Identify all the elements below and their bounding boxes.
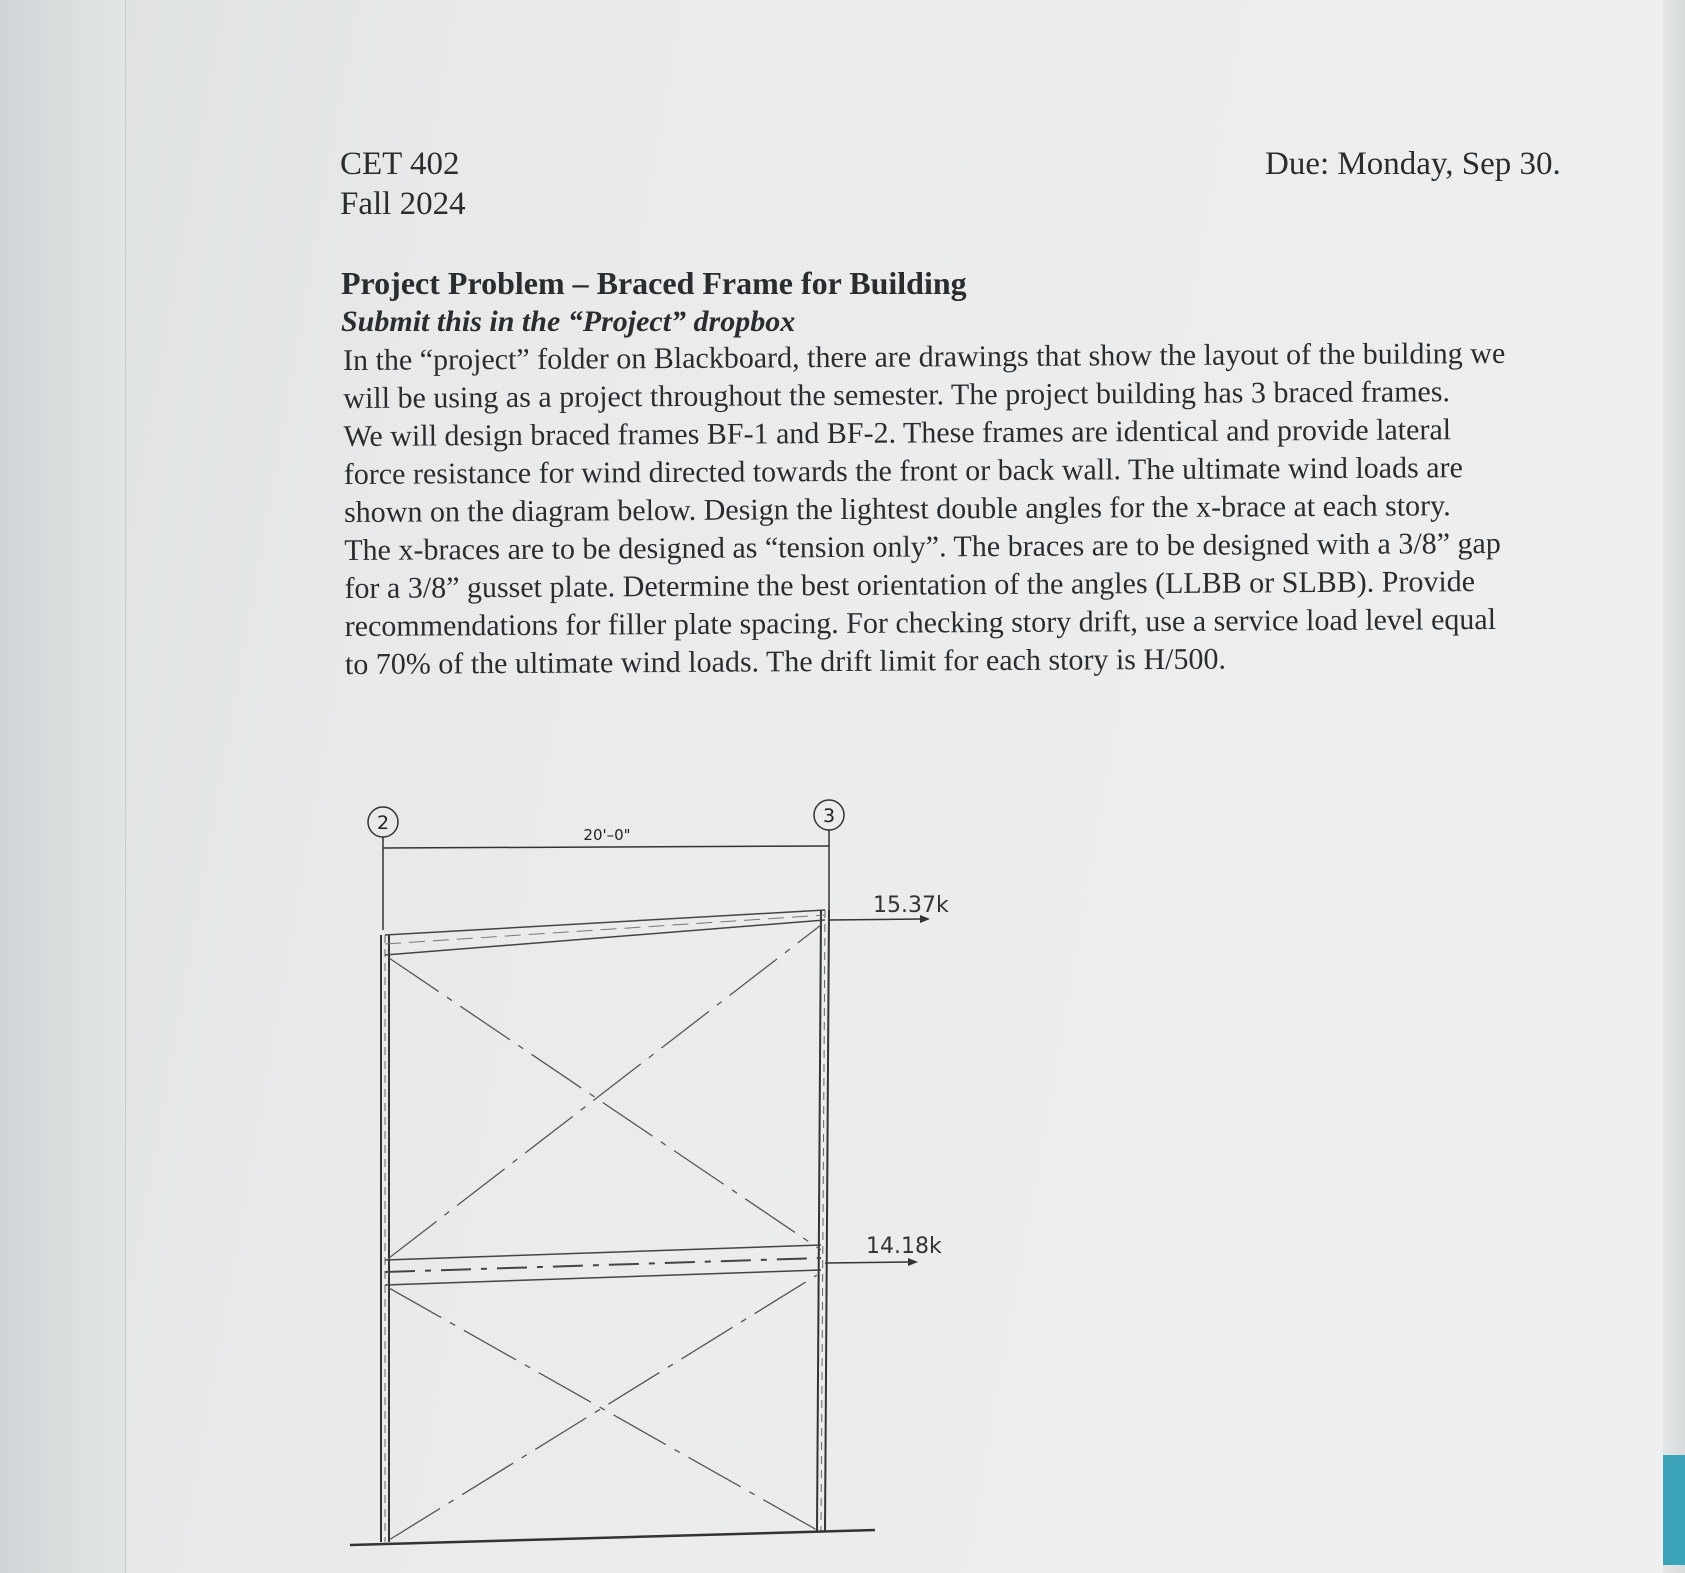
course-code: CET 402 [340, 146, 460, 182]
roof-beam [385, 910, 825, 955]
x-brace-lower [389, 1275, 817, 1540]
floor-load-label: 14.18k [866, 1234, 942, 1259]
statement-line: for a 3/8” gusset plate. Determine the best orientation of the angles (LLBB or SLBB). Provide [344, 565, 1476, 605]
column-left [381, 935, 389, 1542]
statement-line: force resistance for wind directed towards the front or back wall. The ultimate wind loads are [343, 451, 1463, 491]
x-brace-upper [389, 925, 821, 1258]
submission-instruction: Submit this in the “Project” dropbox [341, 305, 796, 338]
statement-line: We will design braced frames BF-1 and BF-2. These frames are identical and provide lateral [343, 413, 1452, 453]
statement-line: to 70% of the ultimate wind loads. The drift limit for each story is H/500. [344, 642, 1227, 681]
statement-line: recommendations for filler plate spacing. For checking story drift, use a service load level equal [344, 602, 1497, 643]
span-dimension-line [383, 846, 829, 848]
column-right [817, 910, 829, 1532]
grid-label-right: 3 [822, 805, 836, 827]
grid-marker-3 [814, 800, 844, 830]
ground-line [350, 1530, 875, 1545]
roof-load-label: 15.37k [873, 893, 949, 918]
span-dimension: 20'–0" [583, 826, 631, 844]
problem-title: Project Problem – Braced Frame for Building [341, 265, 967, 301]
statement-line: will be using as a project throughout the semester. The project building has 3 braced frames. [343, 375, 1451, 415]
floor-beam [385, 1245, 821, 1285]
grid-label-left: 2 [376, 812, 390, 834]
due-date: Due: Monday, Sep 30. [1265, 146, 1561, 182]
statement-line: shown on the diagram below. Design the lightest double angles for the x-brace at each story. [343, 489, 1451, 529]
statement-line: In the “project” folder on Blackboard, there are drawings that show the layout of the building we [343, 336, 1506, 377]
statement-line: The x-braces are to be designed as “tension only”. The braces are to be designed with a 3/8” gap [344, 526, 1501, 567]
course-term: Fall 2024 [340, 186, 466, 222]
floor-load-arrow [825, 1258, 918, 1266]
grid-marker-2 [368, 807, 398, 837]
